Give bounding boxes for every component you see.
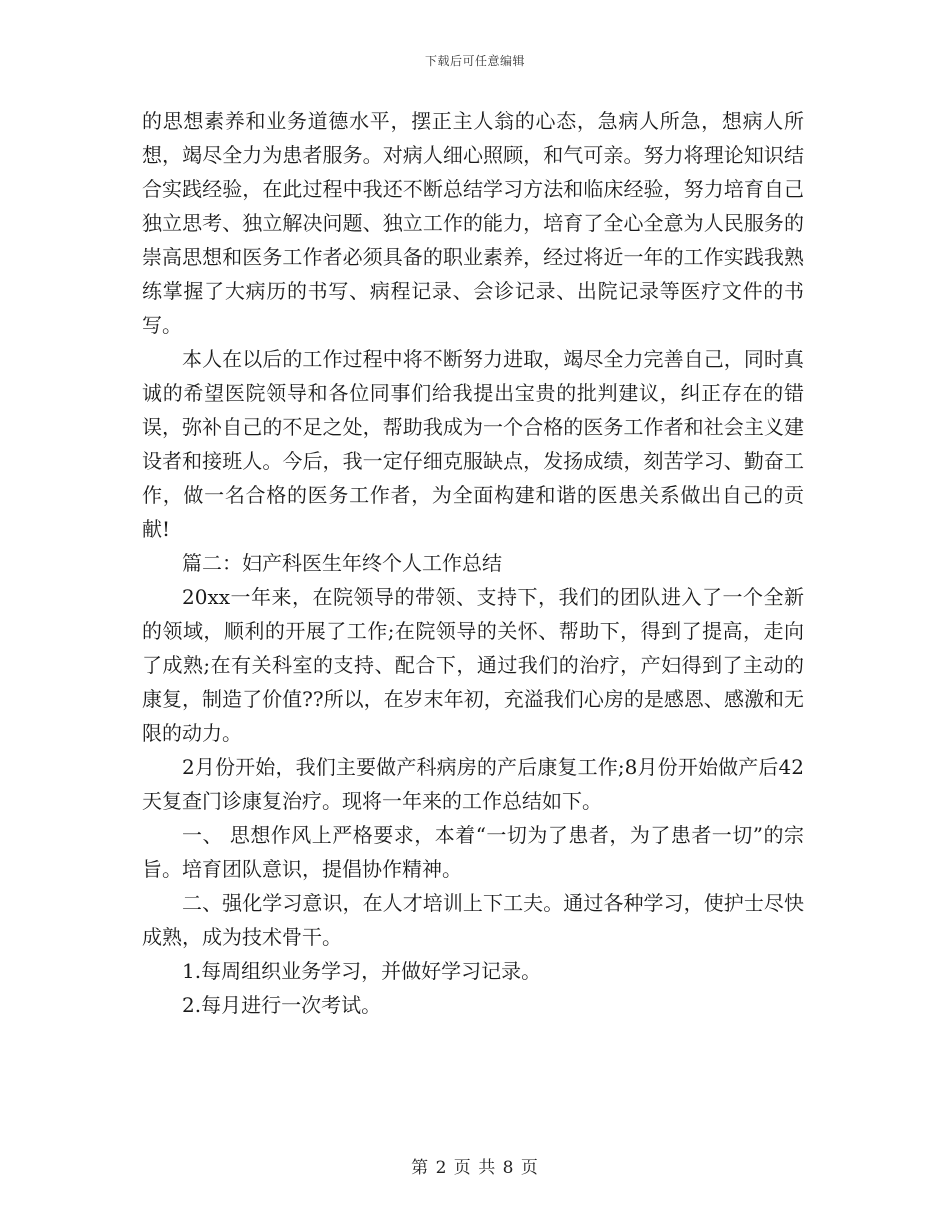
paragraph: 2月份开始，我们主要做产科病房的产后康复工作;8月份开始做产后42天复查门诊康复治疗。现将一年来的工作总结如下。	[142, 755, 804, 813]
paragraph: 一、 思想作风上严格要求，本着“一切为了患者，为了患者一切”的宗旨。培育团队意识，提倡协作精神。	[142, 823, 804, 881]
document-body	[142, 104, 804, 1022]
section-heading: 篇二：妇产科医生年终个人工作总结	[182, 551, 502, 575]
paragraph: 本人在以后的工作过程中将不断努力进取，竭尽全力完善自己，同时真诚的希望医院领导和各位同事们给我提出宝贵的批判建议，纠正存在的错误，弥补自己的不足之处，帮助我成为一个合格的医务工作者和社会主义建设者和接班人。今后，我一定仔细克服缺点，发扬成绩，刻苦学习、勤奋工作，做一名合格的医务工作者，为全面构建和谐的医患关系做出自己的贡献!	[142, 347, 804, 541]
list-item: 1.每周组织业务学习，并做好学习记录。	[182, 959, 542, 983]
paragraph-continuation: 的思想素养和业务道德水平，摆正主人翁的心态，急病人所急，想病人所想，竭尽全力为患者服务。对病人细心照顾，和气可亲。努力将理论知识结合实践经验，在此过程中我还不断总结学习方法和临床经验，努力培育自己独立思考、独立解决问题、独立工作的能力，培育了全心全意为人民服务的崇高思想和医务工作者必须具备的职业素养，经过将近一年的工作实践我熟练掌握了大病历的书写、病程记录、会诊记录、出院记录等医疗文件的书写。	[142, 109, 804, 337]
page-header: 下载后可任意编辑	[424, 54, 525, 68]
list-item: 2.每月进行一次考试。	[182, 993, 382, 1017]
page-number: 第 2 页 共 8 页	[411, 1158, 539, 1178]
paragraph: 二、强化学习意识，在人才培训上下工夫。通过各种学习，使护士尽快成熟，成为技术骨干。	[142, 891, 804, 949]
paragraph: 20xx一年来，在院领导的带领、支持下，我们的团队进入了一个全新的领域，顺利的开展了工作;在院领导的关怀、帮助下，得到了提高，走向了成熟;在有关科室的支持、配合下，通过我们的治疗，产妇得到了主动的康复，制造了价值??所以，在岁末年初，充溢我们心房的是感恩、感激和无限的动力。	[142, 585, 804, 745]
